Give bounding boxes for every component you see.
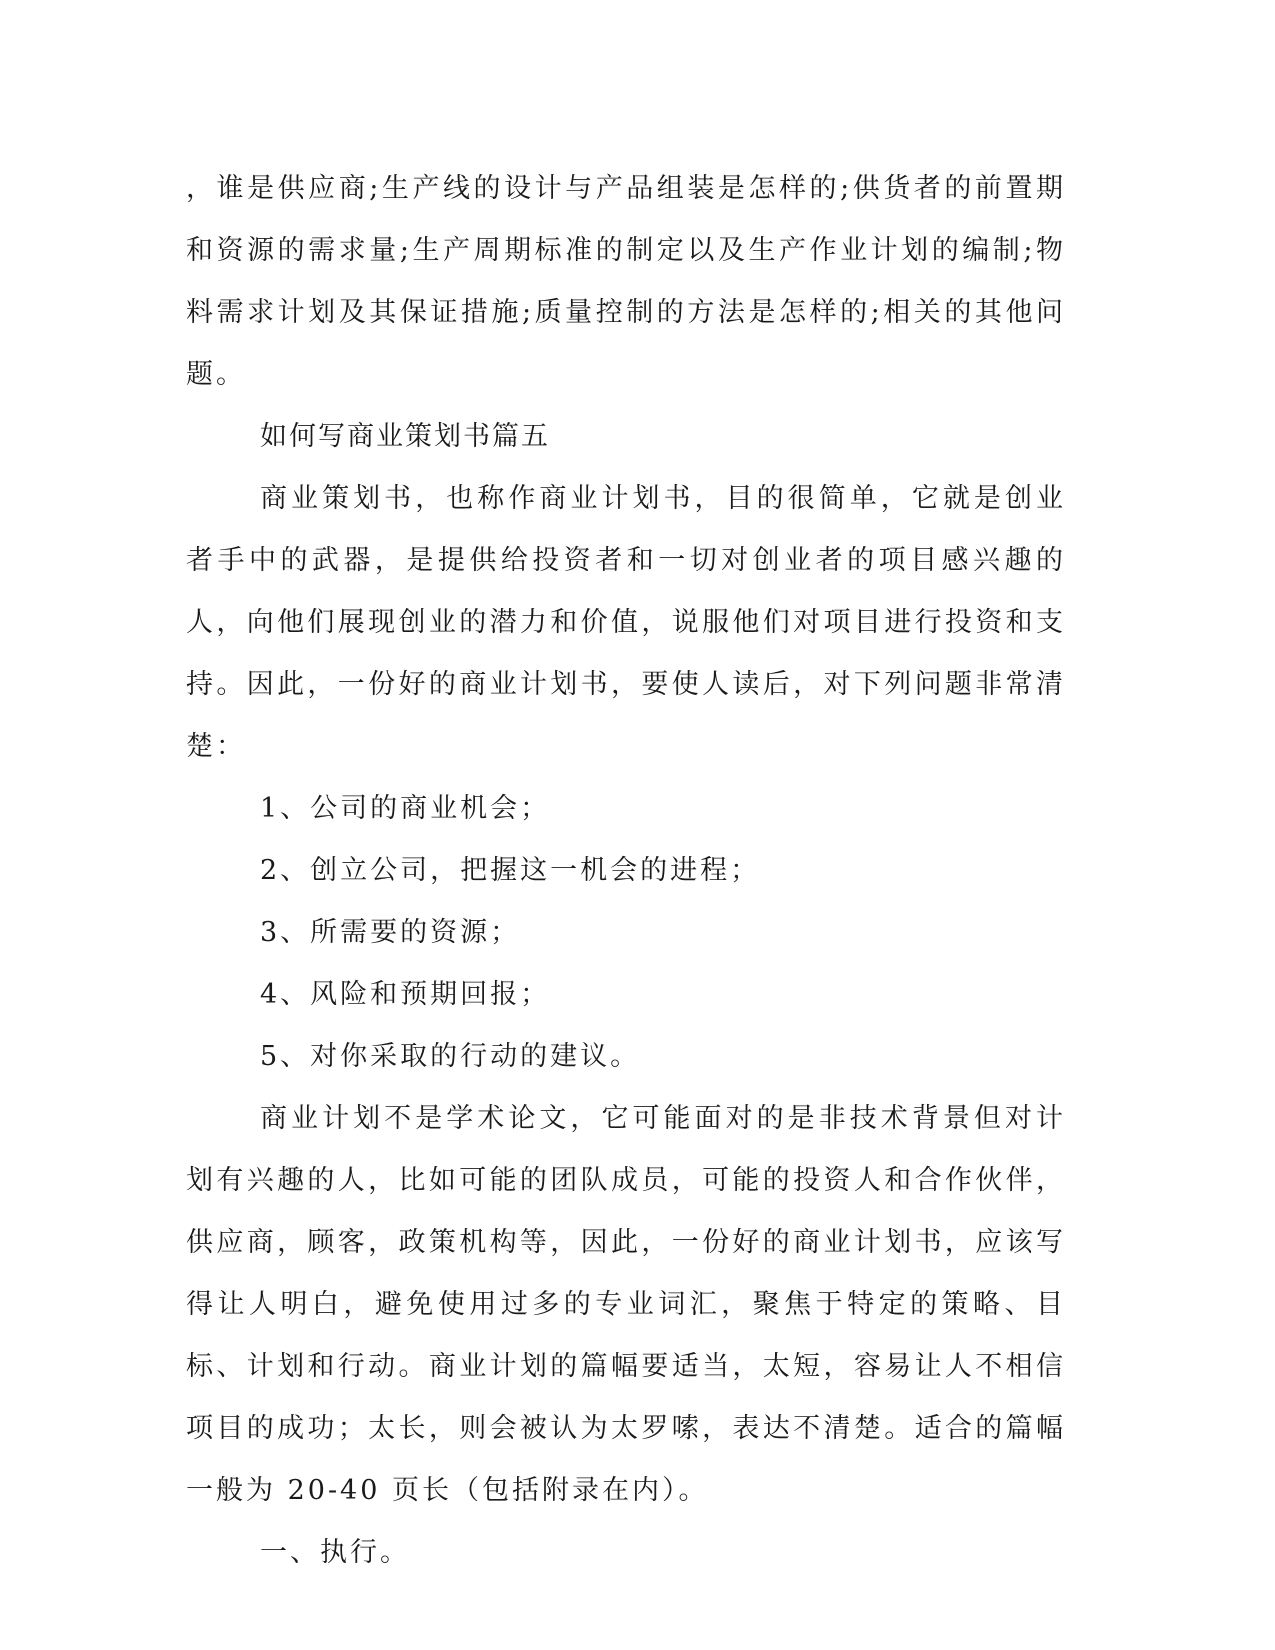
list-item: 1、公司的商业机会； xyxy=(260,793,551,824)
list-item: 3、所需要的资源； xyxy=(260,917,521,948)
list-item: 2、创立公司，把握这一机会的进程； xyxy=(260,855,761,886)
paragraph-continuation: ，谁是供应商;生产线的设计与产品组装是怎样的;供货者的前置期和资源的需求量;生产周期标准的制定以及生产作业计划的编制;物料需求计划及其保证措施;质量控制的方法是怎样的;相关的其他问题。 xyxy=(186,173,1066,390)
subsection-heading: 一、执行。 xyxy=(260,1537,410,1568)
list-item: 4、风险和预期回报； xyxy=(260,979,551,1010)
paragraph-body: 商业计划不是学术论文，它可能面对的是非技术背景但对计划有兴趣的人，比如可能的团队成员，可能的投资人和合作伙伴，供应商，顾客，政策机构等，因此，一份好的商业计划书，应该写得让人明白，避免使用过多的专业词汇，聚焦于特定的策略、目标、计划和行动。商业计划的篇幅要适当，太短，容易让人不相信项目的成功；太长，则会被认为太罗嗦，表达不清楚。适合的篇幅一般为 20-40 页长（包括附录在内）。 xyxy=(186,1103,1066,1506)
list-item: 5、对你采取的行动的建议。 xyxy=(260,1041,641,1072)
document-body xyxy=(186,158,1066,1584)
section-heading: 如何写商业策划书篇五 xyxy=(260,421,550,452)
paragraph-intro: 商业策划书，也称作商业计划书，目的很简单，它就是创业者手中的武器，是提供给投资者和一切对创业者的项目感兴趣的人，向他们展现创业的潜力和价值，说服他们对项目进行投资和支持。因此，一份好的商业计划书，要使人读后，对下列问题非常清楚： xyxy=(186,483,1066,762)
